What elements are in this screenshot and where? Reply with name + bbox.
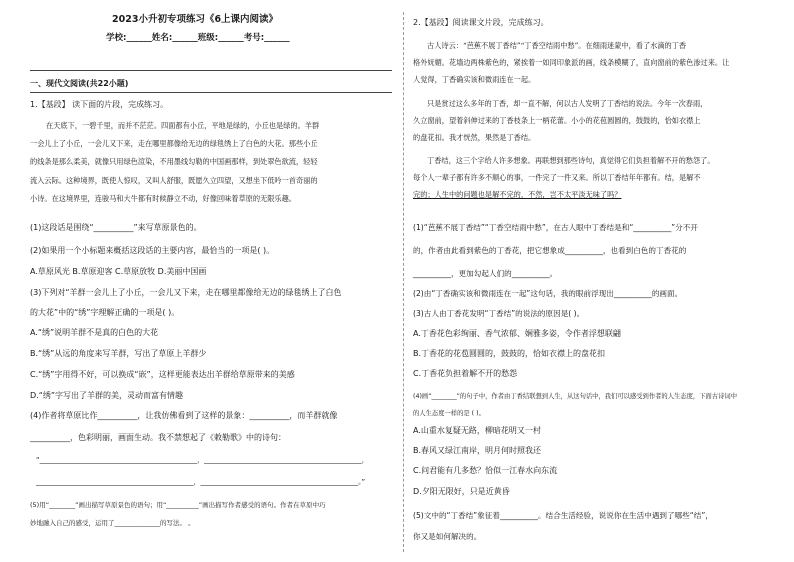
option-c: C.问君能有几多愁？恰似一江春水向东流	[413, 466, 558, 475]
passage-line: 丁香结，这三个字给人许多想象。再联想到那些诗句，真觉得它们负担着解不开的愁怨了。	[427, 156, 715, 165]
question-2-4: (4)画“________”的句子中，作者由丁香结联想到人生，从这句话中，我们可以感受到作者的人生态度，下面古诗词中	[413, 393, 737, 400]
question-1-4-cont: __________，色彩明丽，画面生动。我不禁想起了《敕勒歌》中的诗句：	[30, 433, 286, 442]
question-1-1: (1)这段话是围绕“__________”来写草原景色的。	[30, 223, 202, 232]
question-1-2-options: A.草原风光 B.草原迎客 C.草原放牧 D.美丽中国画	[30, 267, 207, 276]
option-d: D.夕阳无限好，只是近黄昏	[413, 487, 510, 496]
option-b: B.“绣”从远的角度来写羊群，写出了草原上羊群少	[30, 349, 207, 358]
option-a: A.丁香花色彩绚丽、香气浓郁、娴雅多姿，令作者浮想联翩	[413, 329, 621, 338]
question-2-1: (1)“芭蕉不展丁香结”“丁香空结雨中愁”，在古人眼中丁香结是和“__________”分不开	[413, 223, 698, 232]
option-c: C.“绣”字用得不好，可以换成“嵌”，这样更能表达出羊群给草原带来的美感	[30, 370, 295, 379]
question-1-3: (3)下列对“羊群一会儿上了小丘，一会儿又下来，走在哪里都像给无边的绿毯绣上了白色	[30, 288, 342, 297]
student-info-fields: 学校:______姓名:______班级:______考号:______	[106, 33, 290, 43]
option-b: B.春风又绿江南岸，明月何时照我还	[413, 446, 542, 455]
question-1-3-cont: 的大花”中的“绣”字理解正确的一项是( )。	[30, 308, 180, 317]
option-d: D.“绣”字写出了羊群的美，灵动而富有情趣	[30, 391, 183, 400]
question-1-5: (5)用“________”画出描写草原景色的语句；用“__________”画出描写作者感受的语句。作者在草原中巧	[30, 501, 326, 509]
passage-line: 的盘花扣。我才恍然，果然是丁香结。	[413, 133, 536, 142]
question-1-5-cont: 妙地融入自己的感受，运用了______________的写法。 。	[30, 519, 195, 527]
section-heading: 一、现代文阅读(共22小题)	[30, 79, 129, 88]
poem-blank-line: _____________________________________________，_____________________________________________。”	[36, 478, 366, 486]
question-1-2: (2)如果用一个小标题来概括这段话的主要内容，最恰当的一项是( )。	[30, 246, 275, 255]
question-2-intro: 2.【基段】阅读课文片段，完成练习。	[413, 18, 549, 27]
question-2-5: (5)文中的“丁香结”象征着__________。结合生活经验，说说你在生活中遇到了哪些“结”，	[413, 511, 713, 520]
passage-line: 在天底下，一碧千里，而并不茫茫。四面都有小丘，平地是绿的，小丘也是绿的。羊群	[46, 121, 320, 130]
passage-line: 小诗。在这境界里，连骏马和大牛都有时候静立不动，好像回味着草原的无限乐趣。	[30, 194, 296, 203]
passage-line: 古人诗云：“芭蕉不展丁香结”“丁香空结雨中愁”。在细雨迷蒙中，看了水滴的丁香	[427, 41, 687, 50]
right-column	[405, 0, 794, 562]
column-divider	[403, 12, 404, 552]
section-rule	[30, 70, 392, 71]
question-2-5-cont: 你又是如何解决的。	[413, 532, 482, 541]
question-2-4-cont: 的人生态度一样的是 ( )。	[413, 410, 485, 417]
option-a: A.“绣”说明羊群不是真的白色的大花	[30, 328, 159, 337]
passage-line: 只是赏过这么多年的丁香，却一直不解，何以古人发明了丁香结的说法。今年一次春雨，	[427, 99, 708, 108]
option-b: B.丁香花的花苞圆圆的，鼓鼓的，恰如衣襟上的盘花扣	[413, 349, 606, 358]
question-1-4: (4)作者将草原比作__________，让我仿佛看到了这样的景象：__________，而羊群就像	[30, 411, 338, 420]
passage-line: 流入云际。这种境界，既使人惊叹，又叫人舒服，既愿久立四望，又想坐下低吟一首奇丽的	[30, 176, 318, 185]
passage-line: 每个人一辈子都有许多不顺心的事，一件完了一件又来。所以丁香结年年都有。结，是解不	[413, 173, 701, 182]
passage-line: 一会儿上了小丘，一会儿又下来，走在哪里都像给无边的绿毯绣上了白色的大花。那些小丘	[30, 139, 318, 148]
option-c: C.丁香花负担着解不开的愁怨	[413, 369, 518, 378]
option-a: A.山重水复疑无路，柳暗花明又一村	[413, 426, 541, 435]
passage-line: 的线条是那么柔美，就像只用绿色渲染，不用墨线勾勒的中国画那样，到处翠色欲流，轻轻	[30, 157, 318, 166]
passage-line: 人觉得，丁香确实该和微雨连在一起。	[413, 75, 536, 84]
section-rule-bottom	[30, 92, 392, 93]
passage-line: 久立窗前，望着斜伸过来的丁香枝条上一柄花蕾。小小的花苞圆圆的，鼓鼓的，恰如衣襟上	[413, 116, 701, 125]
question-2-1-cont: 的，作者由此看到紫色的丁香花，把它想象成__________，也看到白色的丁香花的	[413, 246, 687, 255]
question-2-2: (2)由“丁香确实该和微雨连在一起”这句话，我的眼前浮现出__________的画面。	[413, 289, 683, 298]
question-1-intro: 1.【基段】 读下面的片段，完成练习。	[30, 100, 169, 109]
page-title: 2023小升初专项练习《6上课内阅读》	[112, 14, 279, 25]
passage-line: 格外妩媚。花墙边两株紫色的，紧挨着一如同印象派的画，线条模糊了，直向窗前的紫色渗过来。让	[413, 58, 730, 67]
poem-blank-line: “_____________________________________________，_____________________________________________，	[36, 456, 369, 464]
question-2-3: (3)古人由丁香花发明“丁香结”的说法的原因是( )。	[413, 309, 585, 318]
question-2-1-cont: __________，更加勾起人们的__________。	[413, 269, 558, 278]
passage-underlined-sentence: 完的；人生中的问题也是解不完的，不然，岂不太平淡无味了吗？	[413, 190, 622, 199]
